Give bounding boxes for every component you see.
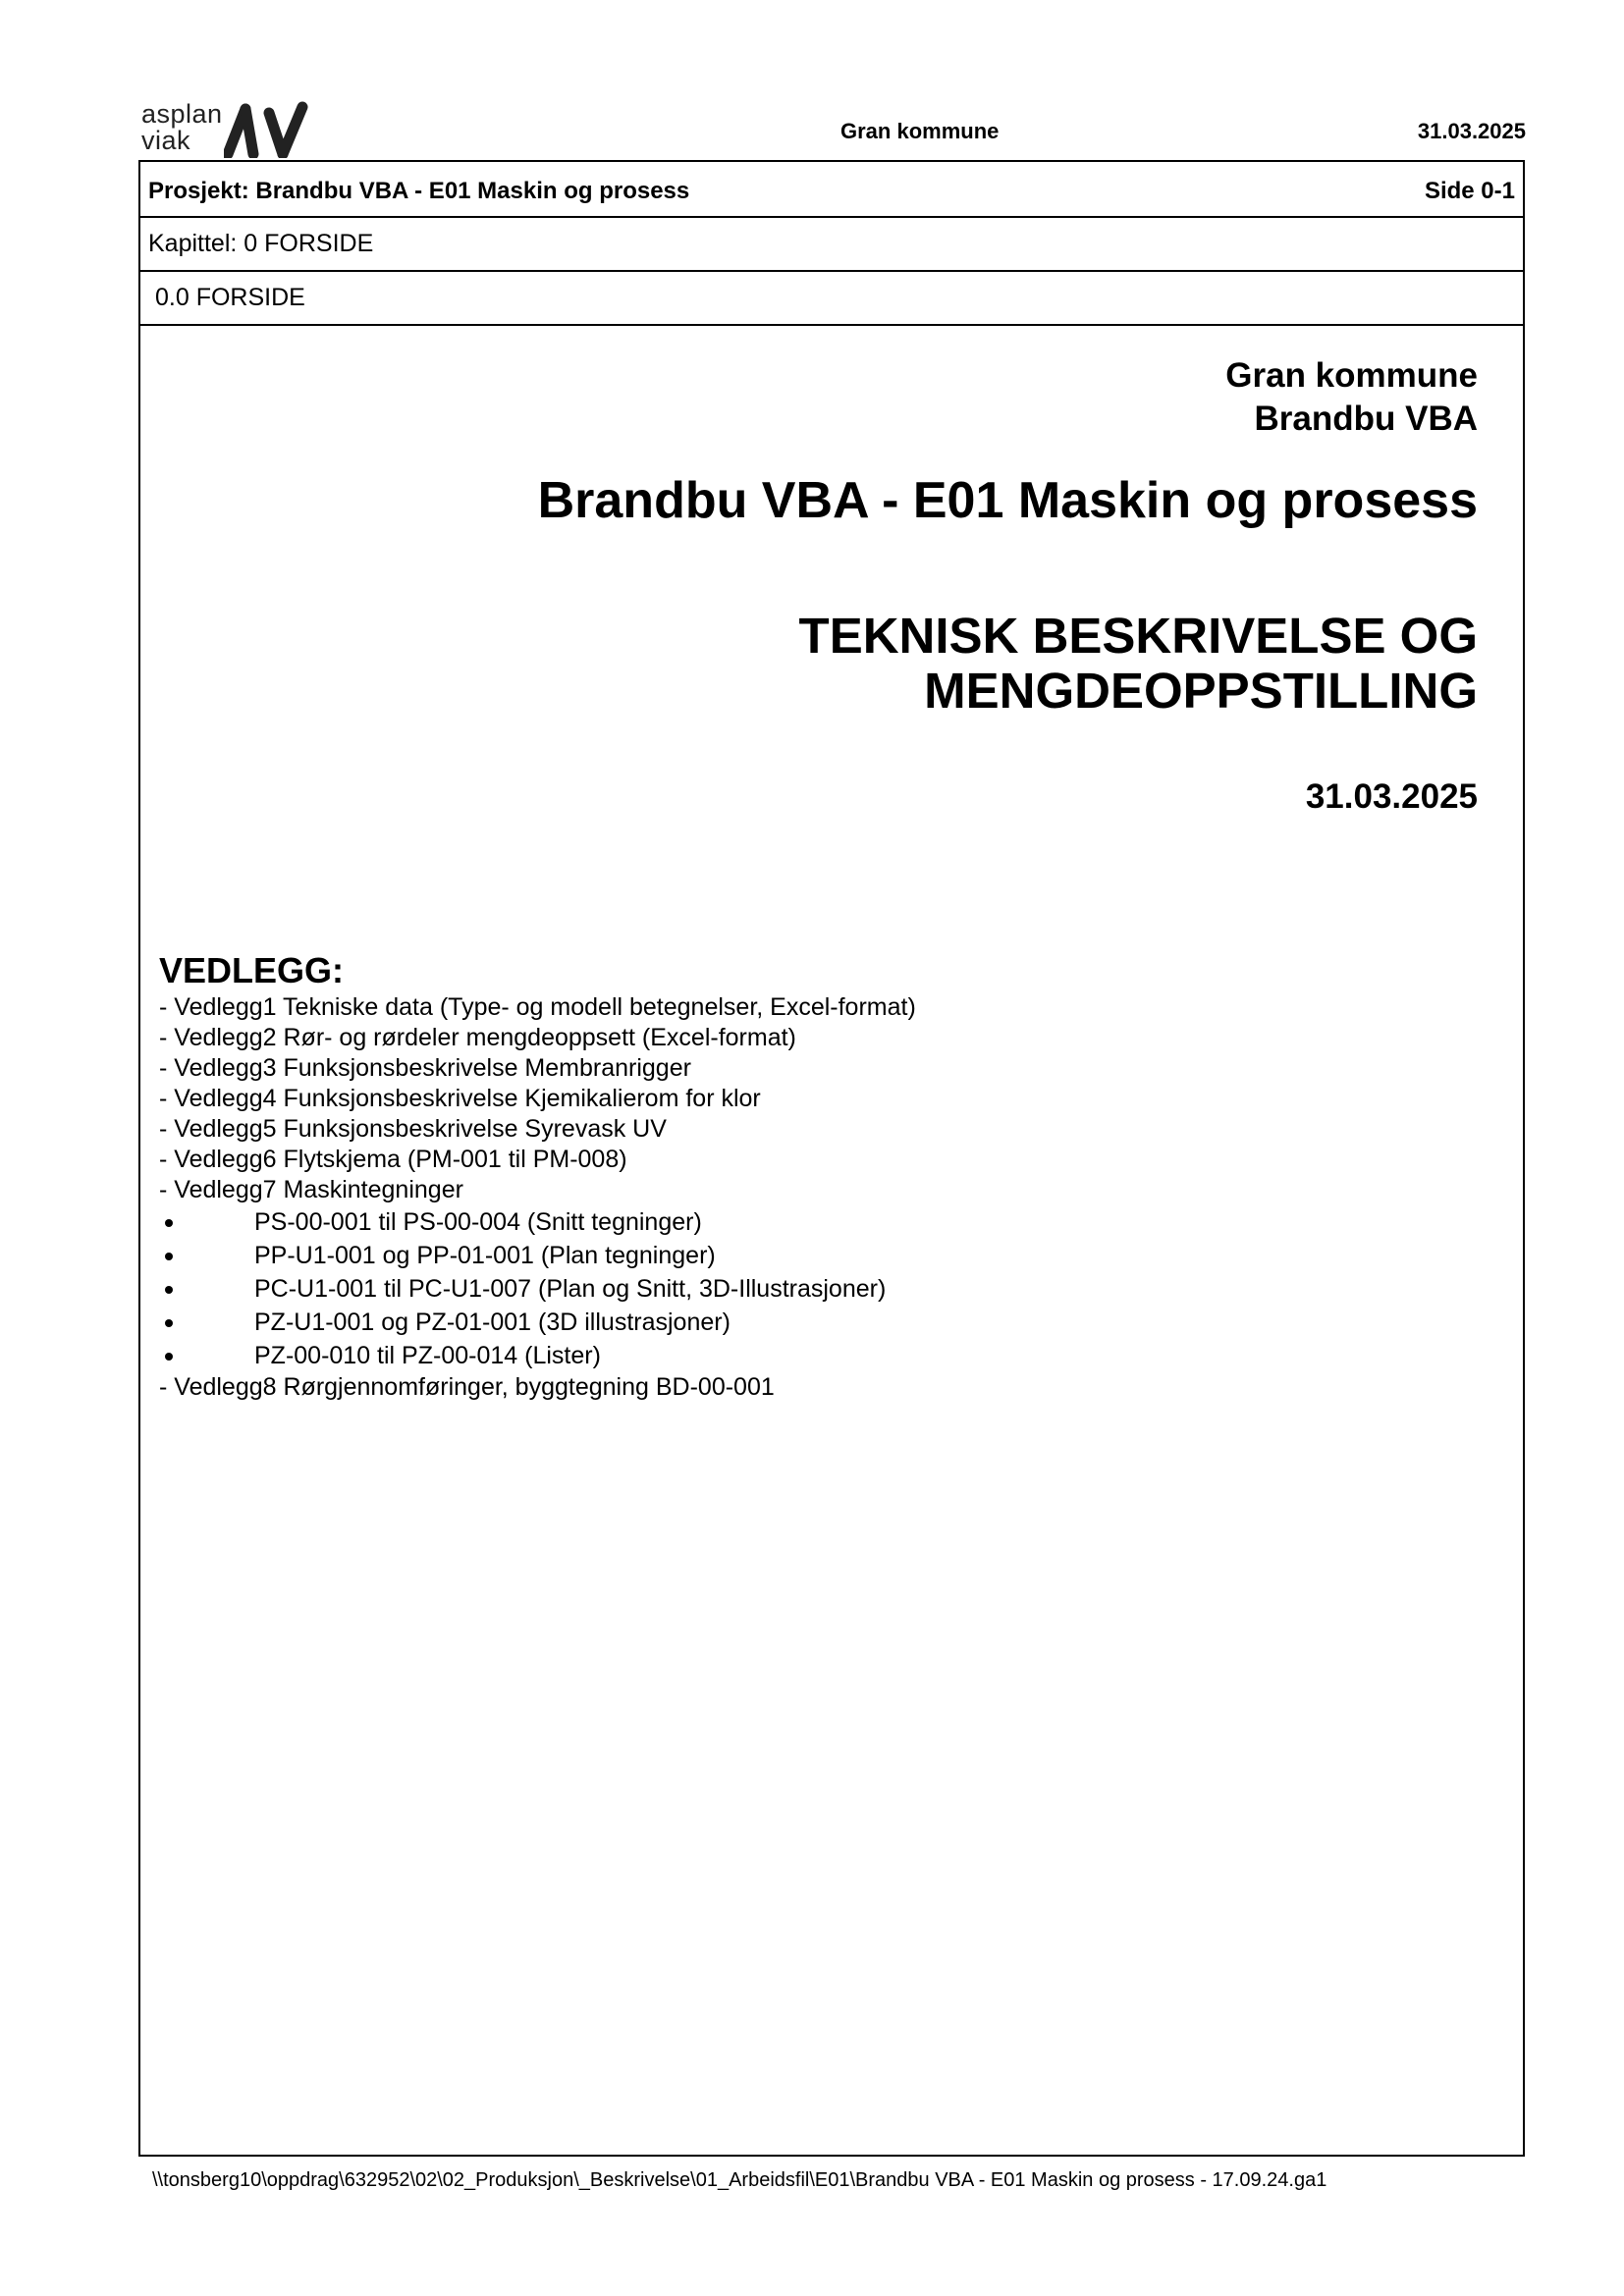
cover-document-title bbox=[799, 609, 1478, 719]
project-label: Prosjekt: Brandbu VBA - E01 Maskin og prosess bbox=[148, 178, 690, 204]
attachments-section bbox=[159, 951, 1503, 1403]
attachment-text: - Vedlegg1 Tekniske data (Type- og modell betegnelser, Excel-format) bbox=[159, 993, 916, 1021]
bullet-icon bbox=[165, 1253, 173, 1260]
cover-client bbox=[1225, 354, 1478, 441]
attachment-text: - Vedlegg4 Funksjonsbeskrivelse Kjemikalierom for klor bbox=[159, 1085, 761, 1112]
doc-title-line1: TEKNISK BESKRIVELSE OG bbox=[798, 608, 1478, 664]
attachment-subitem bbox=[159, 1272, 1503, 1306]
attachment-text: - Vedlegg8 Rørgjennomføringer, byggtegning BD-00-001 bbox=[159, 1373, 775, 1401]
logo-mark-icon bbox=[224, 101, 322, 158]
footer-file-path: \\tonsberg10\oppdrag\632952\02\02_Produksjon\_Beskrivelse\01_Arbeidsfil\E01\Brandbu VBA - E01 Maskin og prosess - 17.09.24.ga1 bbox=[152, 2169, 1327, 2191]
bullet-icon bbox=[165, 1353, 173, 1361]
cover-main-title: Brandbu VBA - E01 Maskin og prosess bbox=[537, 472, 1478, 529]
chapter-label: Kapittel: 0 FORSIDE bbox=[148, 230, 374, 257]
section-label: 0.0 FORSIDE bbox=[155, 284, 305, 311]
attachment-text: PC-U1-001 til PC-U1-007 (Plan og Snitt, 3D-Illustrasjoner) bbox=[254, 1275, 887, 1303]
bullet-icon bbox=[165, 1286, 173, 1294]
attachment-text: - Vedlegg3 Funksjonsbeskrivelse Membranrigger bbox=[159, 1054, 691, 1082]
logo-wordmark bbox=[141, 101, 223, 154]
attachment-item bbox=[159, 992, 1503, 1023]
doc-title-line2: MENGDEOPPSTILLING bbox=[924, 663, 1478, 719]
attachment-subitem bbox=[159, 1239, 1503, 1272]
attachment-text: - Vedlegg6 Flytskjema (PM-001 til PM-008) bbox=[159, 1146, 627, 1173]
attachment-item bbox=[159, 1145, 1503, 1175]
attachment-item bbox=[159, 1114, 1503, 1145]
asplan-viak-logo bbox=[141, 101, 328, 160]
attachment-item bbox=[159, 1372, 1503, 1403]
attachment-text: PZ-U1-001 og PZ-01-001 (3D illustrasjoner) bbox=[254, 1308, 731, 1336]
attachment-subitem bbox=[159, 1205, 1503, 1239]
section-row bbox=[140, 272, 1523, 326]
page-number: Side 0-1 bbox=[1424, 178, 1515, 204]
cover-date: 31.03.2025 bbox=[1305, 777, 1478, 816]
attachment-text: PS-00-001 til PS-00-004 (Snitt tegninger) bbox=[254, 1208, 702, 1236]
attachment-text: PP-U1-001 og PP-01-001 (Plan tegninger) bbox=[254, 1242, 716, 1269]
attachment-item bbox=[159, 1023, 1503, 1053]
attachment-text: - Vedlegg7 Maskintegninger bbox=[159, 1176, 463, 1203]
cover-client-line1: Gran kommune bbox=[1225, 356, 1478, 395]
bullet-icon bbox=[165, 1219, 173, 1227]
attachments-list bbox=[159, 992, 1503, 1403]
header-client: Gran kommune bbox=[840, 119, 1000, 143]
attachment-item bbox=[159, 1084, 1503, 1114]
attachment-subitem bbox=[159, 1306, 1503, 1339]
attachment-item bbox=[159, 1053, 1503, 1084]
attachment-item bbox=[159, 1175, 1503, 1205]
document-frame bbox=[138, 160, 1525, 2157]
attachment-text: - Vedlegg5 Funksjonsbeskrivelse Syrevask UV bbox=[159, 1115, 667, 1143]
bullet-icon bbox=[165, 1319, 173, 1327]
header-date: 31.03.2025 bbox=[1417, 119, 1526, 143]
attachment-text: - Vedlegg2 Rør- og rørdeler mengdeoppsett (Excel-format) bbox=[159, 1024, 796, 1051]
chapter-row bbox=[140, 218, 1523, 272]
logo-text-line1: asplan bbox=[141, 99, 223, 129]
logo-text-line2: viak bbox=[141, 126, 191, 155]
attachments-heading: VEDLEGG: bbox=[159, 950, 345, 990]
attachment-subitem bbox=[159, 1339, 1503, 1372]
project-row bbox=[140, 162, 1523, 218]
attachment-text: PZ-00-010 til PZ-00-014 (Lister) bbox=[254, 1342, 601, 1369]
cover-client-line2: Brandbu VBA bbox=[1254, 400, 1478, 438]
